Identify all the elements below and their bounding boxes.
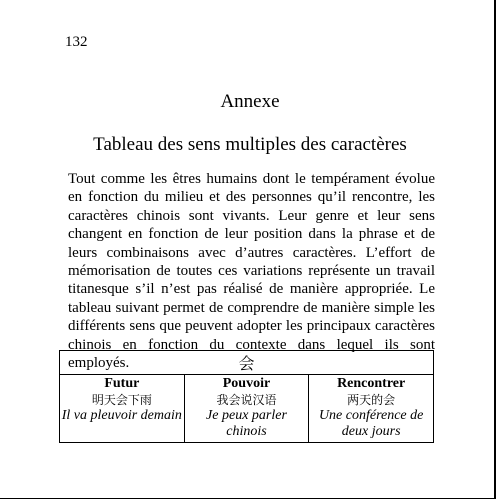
sense-example-chinese: 我会说汉语	[216, 393, 277, 407]
sense-cell-futur	[60, 375, 185, 443]
body-paragraph: Tout comme les êtres humains dont le tempérament évolue en fonction du milieu et des personnes qu’il rencontre, les caractères chinois sont vivants. Leur genre et leur sens changent en fonction de leur position dans la phrase et de leurs combinaisons avec d’autres caractères. L’effort de mémorisation de toutes ces variations représente un travail titanesque s’il n’est pas réalisé de manière appropriée. Le tableau suivant permet de comprendre de manière simple les différents sens que peuvent adopter les principaux caractères chinois en fonction du contexte dans lequel ils sont employés.	[68, 171, 435, 372]
sense-translation: Une conférence de deux jours	[318, 408, 424, 439]
table-header-character: 会	[60, 351, 434, 375]
page-number: 132	[65, 34, 88, 50]
sense-cell-pouvoir	[184, 375, 309, 443]
table-row	[60, 375, 434, 443]
sense-label: Futur	[104, 376, 140, 391]
sense-label: Pouvoir	[222, 376, 271, 391]
sense-example-chinese: 两天的会	[347, 393, 396, 407]
sense-translation: Je peux parler chinois	[206, 408, 287, 439]
section-title: Tableau des sens multiples des caractères	[93, 134, 407, 155]
sense-cell-rencontrer	[309, 375, 434, 443]
sense-translation: Il va pleuvoir demain	[61, 408, 182, 423]
character-sense-table	[59, 350, 434, 443]
sense-example-chinese: 明天会下雨	[91, 393, 152, 407]
page-title: Annexe	[220, 91, 280, 112]
sense-label: Rencontrer	[337, 376, 406, 391]
